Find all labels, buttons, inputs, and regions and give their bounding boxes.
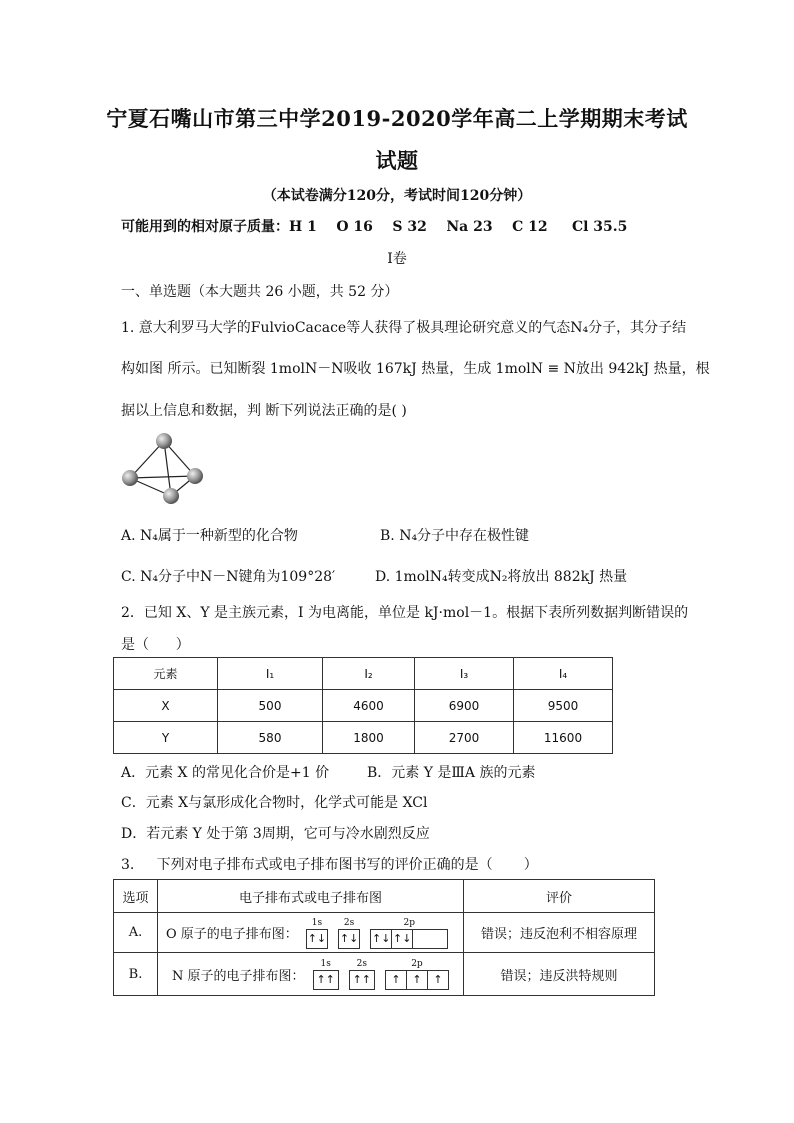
- orbital-box: ↑↓: [392, 930, 413, 948]
- table-header: I₃: [415, 658, 514, 690]
- n-atom-left: [122, 470, 138, 486]
- table-row: [114, 690, 613, 722]
- table-cell: 错误；违反泡利不相容原理: [464, 913, 655, 953]
- table-cell: 错误；违反洪特规则: [464, 953, 655, 996]
- orbital-label: 2p: [411, 959, 423, 969]
- orbital-box: ↑↑: [316, 973, 335, 986]
- n-atom-top: [156, 433, 172, 449]
- table-cell: 1800: [323, 722, 415, 754]
- orbital-label: 2s: [356, 959, 367, 969]
- q1-stem-line3: 据以上信息和数据，判 断下列说法正确的是( ): [121, 403, 407, 419]
- table-header: I₄: [514, 658, 613, 690]
- q2-option-c: C．元素 X与氯形成化合物时，化学式可能是 XCl: [121, 795, 428, 811]
- page-title-continued: 试题: [375, 148, 419, 173]
- table-header: I₁: [218, 658, 323, 690]
- q1-option-b: B. N₄分子中存在极性键: [380, 528, 530, 544]
- orbital-label: 1s: [311, 917, 323, 928]
- orbital-box: ↑↑: [352, 973, 372, 986]
- orbital-group: [338, 917, 360, 949]
- orbital-diagram-label: O 原子的电子排布图：: [166, 927, 298, 942]
- table-cell: Y: [114, 722, 218, 754]
- section-heading: 一、单选题（本大题共 26 小题，共 52 分）: [121, 284, 399, 300]
- orbital-diagram-cell: [158, 953, 464, 996]
- q2-stem-line1: 2．已知 X、Y 是主族元素，I 为电离能，单位是 kJ·mol－1。根据下表所列数据判断错误的: [121, 605, 689, 621]
- table-cell: A.: [114, 913, 158, 953]
- electron-config-table: [113, 879, 655, 996]
- q2-stem-line2: 是（ ）: [121, 637, 190, 653]
- q1-option-a: A. N₄属于一种新型的化合物: [121, 528, 298, 544]
- exam-info: （本试卷满分120分，考试时间120分钟）: [262, 188, 532, 204]
- q3-stem: 3. 下列对电子排布式或电子排布图书写的评价正确的是（ ）: [121, 857, 538, 873]
- n-atom-bottom: [163, 488, 179, 504]
- orbital-box: ↑: [386, 971, 407, 989]
- n4-tetrahedron-figure: [116, 428, 208, 510]
- table-header-row: [114, 880, 655, 913]
- ionization-energy-table: [113, 657, 613, 754]
- table-cell: 500: [218, 690, 323, 722]
- table-header: 元素: [114, 658, 218, 690]
- orbital-group: [385, 958, 449, 990]
- table-row: [114, 722, 613, 754]
- atomic-masses: 可能用到的相对原子质量：H 1 O 16 S 32 Na 23 C 12 Cl 35.5: [121, 219, 628, 235]
- orbital-group: [349, 958, 375, 990]
- q1-option-c: C. N₄分子中N－N键角为109°28′: [121, 569, 336, 585]
- orbital-group: [306, 917, 328, 949]
- orbital-box: ↑↓: [339, 931, 359, 945]
- orbital-group: [313, 958, 339, 990]
- table-cell: 9500: [514, 690, 613, 722]
- q2-option-a: A．元素 X 的常见化合价是+1 价: [121, 765, 330, 781]
- orbital-diagram-label: N 原子的电子排布图：: [172, 968, 305, 984]
- orbital-box: ↑↓: [371, 930, 392, 948]
- table-cell: 580: [218, 722, 323, 754]
- page-title: 宁夏石嘴山市第三中学2019-2020学年高二上学期期末考试: [106, 106, 688, 131]
- orbital-label: 2s: [343, 917, 355, 928]
- n-atom-right: [187, 468, 203, 484]
- table-cell: 4600: [323, 690, 415, 722]
- orbital-box: ↑↓: [307, 931, 327, 945]
- table-cell: 6900: [415, 690, 514, 722]
- q1-stem-line2: 构如图 所示。已知断裂 1molN－N吸收 167kJ 热量，生成 1molN ≡ N放出 942kJ 热量，根: [121, 361, 710, 377]
- orbital-group: [370, 917, 448, 949]
- q2-option-d: D．若元素 Y 处于第 3周期，它可与冷水剧烈反应: [121, 826, 430, 842]
- table-header: 电子排布式或电子排布图: [158, 880, 464, 913]
- table-cell: 11600: [514, 722, 613, 754]
- orbital-label: 1s: [320, 959, 331, 969]
- table-header: 评价: [464, 880, 655, 913]
- orbital-diagram-cell: [158, 913, 464, 953]
- orbital-box: ↑: [433, 973, 443, 986]
- table-header: I₂: [323, 658, 415, 690]
- table-row: [114, 953, 655, 996]
- orbital-label: 2p: [403, 917, 415, 928]
- table-cell: 2700: [415, 722, 514, 754]
- table-row: [114, 913, 655, 953]
- table-cell: X: [114, 690, 218, 722]
- orbital-box: [413, 930, 447, 948]
- q2-option-b: B．元素 Y 是ⅢA 族的元素: [367, 765, 536, 781]
- table-cell: B.: [114, 953, 158, 996]
- table-header-row: [114, 658, 613, 690]
- q1-option-d: D. 1molN₄转变成N₂将放出 882kJ 热量: [375, 569, 628, 585]
- table-header: 选项: [114, 880, 158, 913]
- q1-stem-line1: 1. 意大利罗马大学的FulvioCacace等人获得了极具理论研究意义的气态N₄分子，其分子结: [121, 320, 687, 336]
- orbital-box: ↑: [407, 971, 428, 989]
- volume-label: Ⅰ卷: [387, 251, 407, 267]
